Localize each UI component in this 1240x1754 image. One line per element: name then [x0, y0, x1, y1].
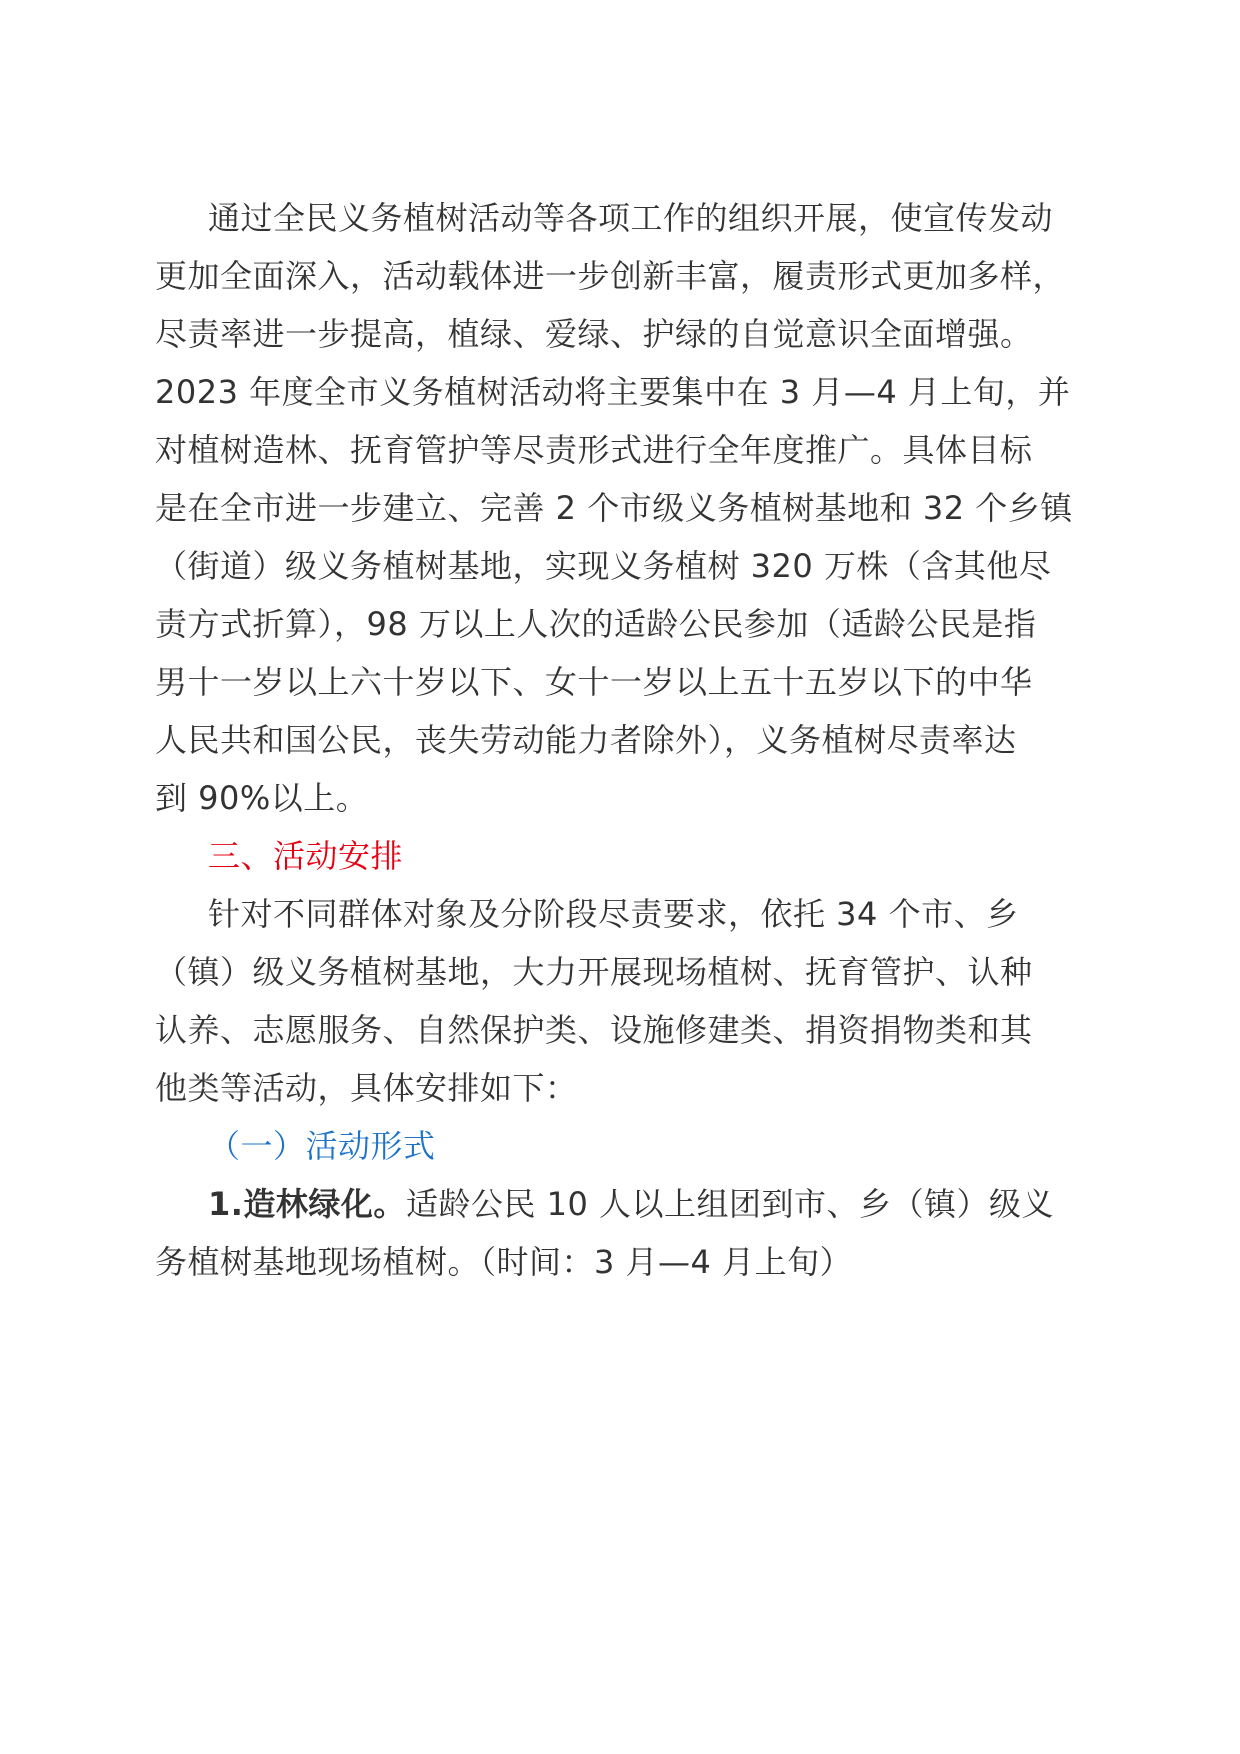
paragraph-1-line-7: （街道）级义务植树基地，实现义务植树 320 万株（含其他尽: [155, 547, 1052, 585]
paragraph-1-line-1: 通过全民义务植树活动等各项工作的组织开展，使宣传发动: [208, 199, 1054, 237]
paragraph-1-line-10: 人民共和国公民，丧失劳动能力者除外），义务植树尽责率达: [155, 721, 1017, 759]
paragraph-1-line-8: 责方式折算），98 万以上人次的适龄公民参加（适龄公民是指: [155, 605, 1037, 643]
item-1-lead: 1.造林绿化。: [208, 1185, 406, 1223]
paragraph-1-line-2: 更加全面深入，活动载体进一步创新丰富，履责形式更加多样，: [155, 257, 1066, 295]
paragraph-1-line-9: 男十一岁以上六十岁以下、女十一岁以上五十五岁以下的中华: [155, 663, 1033, 701]
paragraph-1-line-6: 是在全市进一步建立、完善 2 个市级义务植树基地和 32 个乡镇: [155, 489, 1073, 527]
section-heading: 三、活动安排: [208, 837, 404, 875]
paragraph-1-line-3: 尽责率进一步提高，植绿、爱绿、护绿的自觉意识全面增强。: [155, 315, 1033, 353]
paragraph-2-line-3: 认养、志愿服务、自然保护类、设施修建类、捐资捐物类和其: [155, 1011, 1033, 1049]
sub-heading: （一）活动形式: [208, 1127, 436, 1165]
paragraph-1-line-11: 到 90%以上。: [155, 779, 369, 817]
paragraph-2-line-1: 针对不同群体对象及分阶段尽责要求，依托 34 个市、乡: [208, 895, 1019, 933]
item-1-line-1: [208, 1179, 1054, 1229]
paragraph-1-line-4: 2023 年度全市义务植树活动将主要集中在 3 月—4 月上旬，并: [155, 373, 1071, 411]
item-1-text: 适龄公民 10 人以上组团到市、乡（镇）级义: [405, 1185, 1055, 1223]
paragraph-2-line-4: 他类等活动，具体安排如下：: [155, 1069, 578, 1107]
paragraph-1-line-5: 对植树造林、抚育管护等尽责形式进行全年度推广。具体目标: [155, 431, 1033, 469]
item-1-line-2: 务植树基地现场植树。（时间：3 月—4 月上旬）: [155, 1243, 853, 1281]
paragraph-2-line-2: （镇）级义务植树基地，大力开展现场植树、抚育管护、认种: [155, 953, 1033, 991]
